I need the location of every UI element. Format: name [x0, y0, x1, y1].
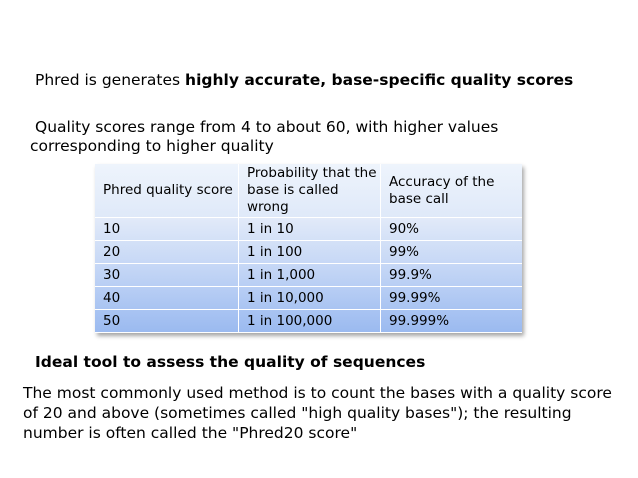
- intro-text: Phred is generates: [35, 71, 186, 89]
- cell-score: 40: [95, 287, 239, 310]
- cell-probability: 1 in 100: [239, 241, 381, 264]
- cell-accuracy: 99.9%: [381, 264, 522, 287]
- quality-range-line-b: corresponding to higher quality: [30, 137, 274, 155]
- cell-accuracy: 99.99%: [381, 287, 522, 310]
- cell-probability: 1 in 1,000: [239, 264, 381, 287]
- cell-score: 50: [95, 310, 239, 333]
- table-row: [95, 310, 522, 333]
- cell-probability: 1 in 10,000: [239, 287, 381, 310]
- cell-probability: 1 in 10: [239, 218, 381, 241]
- header-phred-score: Phred quality score: [95, 164, 239, 218]
- table-row: [95, 241, 522, 264]
- cell-score: 30: [95, 264, 239, 287]
- quality-range-line-a: Quality scores range from 4 to about 60, with higher values: [35, 118, 499, 136]
- quality-range-paragraph: [30, 118, 590, 156]
- cell-probability: 1 in 100,000: [239, 310, 381, 333]
- table-header-row: [95, 164, 522, 218]
- header-error-probability: Probability that the base is called wrong: [239, 164, 381, 218]
- ideal-tool-heading: Ideal tool to assess the quality of sequences: [35, 353, 426, 371]
- header-accuracy: Accuracy of the base call: [381, 164, 522, 218]
- phred20-paragraph: The most commonly used method is to count the bases with a quality score of 20 and above (sometimes called "high quality bases"); the resulting number is often called the "Phred20 score": [23, 384, 612, 442]
- cell-score: 10: [95, 218, 239, 241]
- cell-accuracy: 99%: [381, 241, 522, 264]
- phred-score-table: [95, 164, 522, 333]
- intro-line: [35, 71, 573, 89]
- intro-bold-text: highly accurate, base-specific quality scores: [185, 71, 574, 89]
- cell-accuracy: 99.999%: [381, 310, 522, 333]
- table-row: [95, 287, 522, 310]
- table-row: [95, 218, 522, 241]
- cell-accuracy: 90%: [381, 218, 522, 241]
- cell-score: 20: [95, 241, 239, 264]
- table-row: [95, 264, 522, 287]
